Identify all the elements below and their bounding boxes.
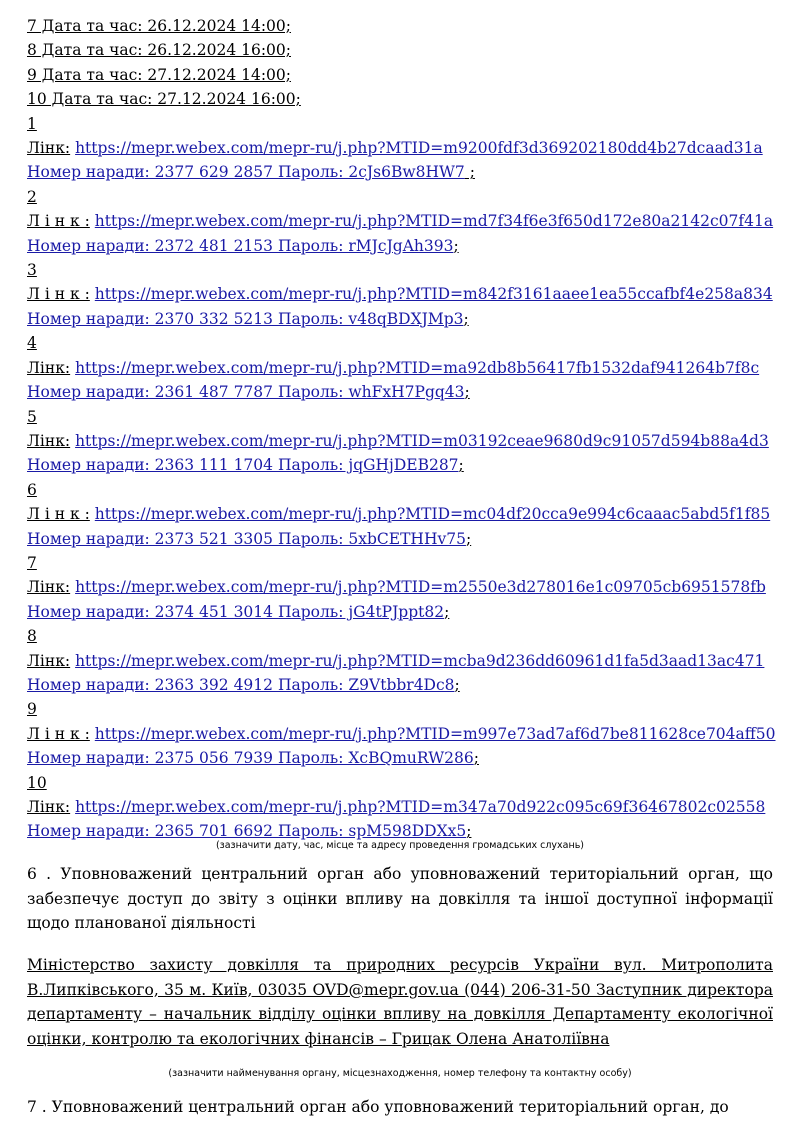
line-terminator: ;	[464, 163, 475, 182]
meeting-number: 7	[27, 553, 37, 572]
caption-hearing-details: (зазначити дату, час, місце та адресу проведення громадських слухань)	[215, 840, 585, 851]
webex-link[interactable]: https://mepr.webex.com/mepr-ru/j.php?MTID=ma92db8b56417fb1532daf941264b7f8c	[75, 358, 760, 377]
organization-details	[27, 953, 773, 1051]
link-label: Л і н к :	[27, 285, 90, 304]
meeting-number: 4	[27, 334, 37, 353]
line-terminator: ;	[466, 822, 472, 841]
meeting-list	[27, 112, 776, 844]
link-label: Лінк:	[27, 139, 71, 158]
meeting-number: 5	[27, 407, 37, 426]
meeting-credentials-line	[27, 307, 773, 331]
webex-link[interactable]: https://mepr.webex.com/mepr-ru/j.php?MTID=m03192ceae9680d9c91057d594b88a4d3	[75, 431, 769, 450]
line-terminator: ;	[464, 383, 470, 402]
meeting-link-line	[27, 795, 773, 819]
meeting-credentials-line	[27, 600, 773, 624]
date-item: 10 Дата та час: 27.12.2024 16:00;	[27, 90, 301, 109]
meeting-credentials[interactable]: Номер наради: 2374 451 3014 Пароль: jG4tPJppt82	[27, 602, 445, 621]
meeting-credentials-line	[27, 673, 773, 697]
date-list	[27, 14, 773, 112]
meeting-link-line	[27, 209, 773, 233]
meeting-number: 6	[27, 480, 37, 499]
webex-link[interactable]: https://mepr.webex.com/mepr-ru/j.php?MTID=m347a70d922c095c69f36467802c02558	[75, 798, 766, 816]
webex-link[interactable]: https://mepr.webex.com/mepr-ru/j.php?MTID=m9200fdf3d369202180dd4b27dcaad31a	[75, 139, 763, 158]
webex-link[interactable]: https://mepr.webex.com/mepr-ru/j.php?MTID=md7f34f6e3f650d172e80a2142c07f41a	[94, 212, 774, 231]
link-label: Лінк:	[27, 578, 71, 597]
link-label: Л і н к :	[27, 505, 90, 524]
meeting-credentials-line	[27, 453, 773, 477]
meeting-credentials[interactable]: Номер наради: 2373 521 3305 Пароль: 5xbCETHHv75	[27, 529, 466, 548]
line-terminator: ;	[453, 236, 459, 255]
meeting-credentials[interactable]: Номер наради: 2372 481 2153 Пароль: rMJcJgAh393	[27, 236, 454, 255]
meeting-link-line	[27, 649, 773, 673]
link-label: Лінк:	[27, 798, 71, 816]
meeting-number: 1	[27, 114, 37, 133]
line-terminator: ;	[444, 602, 450, 621]
meeting-credentials[interactable]: Номер наради: 2370 332 5213 Пароль: v48qBDXJMp3	[27, 309, 464, 328]
link-label: Лінк:	[27, 431, 71, 450]
meeting-credentials[interactable]: Номер наради: 2377 629 2857 Пароль: 2cJs6Bw8HW7	[27, 163, 465, 182]
meeting-link-line	[27, 429, 773, 453]
date-item: 9 Дата та час: 27.12.2024 14:00;	[27, 65, 291, 84]
section-6-text: 6 . Уповноважений центральний орган або уповноважений територіальний орган, що забезпечує доступ до звіту з оцінки впливу на довкілля та іншої доступної інформації щодо планованої діяльності	[27, 865, 773, 932]
meeting-link-line	[27, 282, 773, 306]
caption-organization: (зазначити найменування органу, місцезнаходження, номер телефону та контактну особу)	[168, 1068, 632, 1079]
line-terminator: ;	[465, 529, 472, 548]
webex-link[interactable]: https://mepr.webex.com/mepr-ru/j.php?MTID=m842f3161aaee1ea55ccafbf4e258a834	[94, 285, 773, 304]
meeting-credentials[interactable]: Номер наради: 2361 487 7787 Пароль: whFxH7Pgq43	[27, 383, 465, 402]
webex-link[interactable]: https://mepr.webex.com/mepr-ru/j.php?MTID=m2550e3d278016e1c09705cb6951578fb	[75, 578, 766, 597]
meeting-link-line	[27, 502, 773, 526]
date-item: 7 Дата та час: 26.12.2024 14:00;	[27, 17, 291, 35]
meeting-credentials-line	[27, 746, 773, 770]
meeting-credentials-line	[27, 527, 773, 551]
meeting-number: 2	[27, 187, 37, 206]
link-label: Лінк:	[27, 358, 71, 377]
meeting-number: 9	[27, 700, 37, 719]
meeting-link-line	[27, 722, 776, 746]
line-terminator: ;	[458, 456, 464, 475]
meeting-number: 8	[27, 627, 37, 646]
meeting-number: 3	[27, 261, 37, 280]
meeting-link-line	[27, 136, 773, 160]
line-terminator: ;	[473, 749, 479, 768]
meeting-credentials[interactable]: Номер наради: 2375 056 7939 Пароль: XcBQmuRW286	[27, 749, 474, 768]
link-label: Л і н к :	[27, 724, 90, 743]
meeting-credentials[interactable]: Номер наради: 2363 111 1704 Пароль: jqGHjDEB287	[27, 456, 459, 475]
document-body	[27, 14, 776, 844]
webex-link[interactable]: https://mepr.webex.com/mepr-ru/j.php?MTID=mc04df20cca9e994c6caaac5abd5f1f85	[94, 505, 771, 524]
meeting-link-line	[27, 356, 773, 380]
meeting-credentials-line	[27, 160, 773, 184]
meeting-credentials[interactable]: Номер наради: 2363 392 4912 Пароль: Z9Vtbbr4Dc8	[27, 675, 455, 694]
meeting-credentials-line	[27, 234, 773, 258]
date-item: 8 Дата та час: 26.12.2024 16:00;	[27, 41, 291, 60]
meeting-link-line	[27, 575, 773, 599]
link-label: Л і н к :	[27, 212, 90, 231]
section-7-text: 7 . Уповноважений центральний орган або уповноважений територіальний орган, до	[27, 1098, 729, 1116]
link-label: Лінк:	[27, 651, 71, 670]
meeting-credentials[interactable]: Номер наради: 2365 701 6692 Пароль: spM598DDXx5	[27, 822, 467, 841]
webex-link[interactable]: https://mepr.webex.com/mepr-ru/j.php?MTID=m997e73ad7af6d7be811628ce704aff50	[94, 724, 776, 743]
line-terminator: ;	[463, 309, 469, 328]
meeting-credentials-line	[27, 380, 773, 404]
organization-text: Міністерство захисту довкілля та природних ресурсів України вул. Митрополита В.Липківського, 35 м. Київ, 03035 OVD@mepr.gov.ua (044) 206-31-50 Заступник директора департаменту – начальник відділу оцінки впливу на довкілля Департаменту екологічної оцінки, контролю та екологічних фінансів – Грицак Олена Анатоліївна	[27, 956, 773, 1048]
line-terminator: ;	[454, 675, 460, 694]
webex-link[interactable]: https://mepr.webex.com/mepr-ru/j.php?MTID=mcba9d236dd60961d1fa5d3aad13ac471	[75, 651, 765, 670]
meeting-number: 10	[27, 773, 47, 792]
